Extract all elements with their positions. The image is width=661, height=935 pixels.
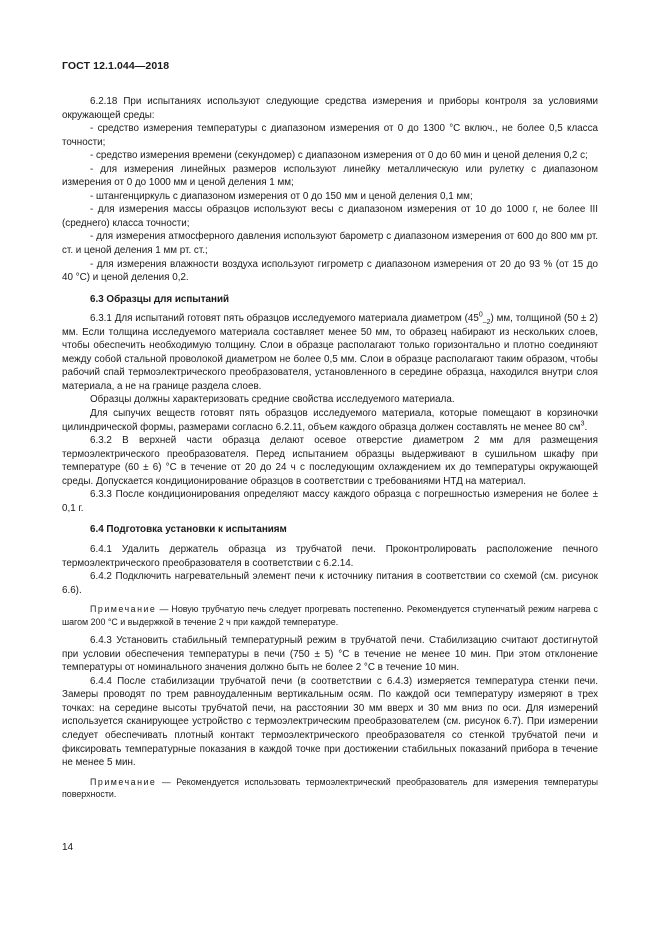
- note: [62, 603, 598, 628]
- note-text: — Рекомендуется использовать термоэлектрический преобразователь для измерения температуры поверхности.: [62, 776, 598, 800]
- paragraph: 6.2.18 При испытаниях используют следующие средства измерения и приборы контроля за условиями окружающей среды:: [62, 96, 598, 121]
- standard-header: ГОСТ 12.1.044—2018: [62, 60, 170, 72]
- note: [62, 776, 598, 801]
- paragraph-text: 6.3.1 Для испытаний готовят пять образцов исследуемого материала диаметром (: [90, 313, 468, 325]
- paragraph: Образцы должны характеризовать средние свойства исследуемого материала.: [90, 394, 455, 406]
- diameter-value: 45: [467, 313, 479, 325]
- paragraph-text: Для сыпучих веществ готовят пять образцов исследуемого материала, которые помещают в корзиночки цилиндрической формы, размерами согласно 6.2.11, объем каждого образца должен составлять не менее 80 см: [62, 408, 598, 433]
- paragraph: 6.3.3 После кондиционирования определяют массу каждого образца с погрешностью измерения не более ± 0,1 г.: [62, 489, 598, 514]
- section-heading: 6.4 Подготовка установки к испытаниям: [90, 524, 287, 536]
- paragraph: 6.4.2 Подключить нагревательный элемент печи к источнику питания в соответствии со схемой (см. рисунок 6.6).: [62, 571, 598, 596]
- document-body: [62, 95, 598, 807]
- note-label: Примечание: [90, 776, 157, 787]
- paragraph: - для измерения массы образцов используют весы с диапазоном измерения от 10 до 1000 г, не более III (среднего) класса точности;: [62, 204, 598, 229]
- note-label: Примечание: [90, 604, 157, 615]
- paragraph: [62, 407, 598, 434]
- section-heading: 6.3 Образцы для испытаний: [90, 293, 230, 305]
- paragraph-text: ) мм, толщиной (50 ± 2) мм. Если толщина исследуемого материала составляет менее 50 мм, то образец набирают из нескольких слоев, чтобы обеспечить необходимую толщину. Слои в образце располагают только горизонтально и плотно соединяют между собой стальной проволокой диаметром не более 0,5 мм. Слои в образце располагают таким образом, чтобы рабочий спай термоэлектрического преобразователя, установленного в середине образца, находился внутри слоя материала, а не на границе раздела слоев.: [62, 313, 598, 392]
- paragraph: - средство измерения температуры с диапазоном измерения от 0 до 1300 °С включ., не более 0,5 класса точности;: [62, 123, 598, 148]
- paragraph: - для измерения атмосферного давления используют барометр с диапазоном измерения от 600 до 800 мм рт. ст. и ценой деления 1 мм рт. ст.;: [62, 231, 598, 257]
- paragraph: 6.4.4 После стабилизации трубчатой печи (в соответствии с 6.4.3) измеряется температура стенки печи. Замеры проводят по трем равноудаленным вертикальным осям. По каждой оси температуру измеряют в трех точках: на середине высоты трубчатой печи, на расстоянии 30 мм вверх и 30 мм вниз по оси. Для измерений используется сканирующее устройство с термоэлектрическим преобразователем (см. рисунок 6.7). При измерении следует обеспечивать плотный контакт термоэлектрического преобразователя со стенкой трубчатой печи и фиксировать температурные показания в каждой точке при достижении стабильных показаний прибора в течение не менее 5 мин.: [62, 675, 598, 769]
- paragraph: - для измерения влажности воздуха используют гигрометр с диапазоном измерения от 20 до 93 % (от 15 до 40 °С) и ценой деления 0,2.: [62, 258, 598, 284]
- paragraph: - средство измерения времени (секундомер) с диапазоном измерения от 0 до 60 мин и ценой деления 0,2 с;: [90, 150, 588, 162]
- paragraph: 6.3.2 В верхней части образца делают осевое отверстие диаметром 2 мм для размещения термоэлектрического преобразователя. Перед испытанием образцы выдерживают в сушильном шкафу при температуре (60 ± 6) °С в течение от 20 до 24 ч с последующим охлаждением их до температуры окружающей среды. Допускается кондиционирование образцов в соответствии с требованиями НТД на материал.: [62, 435, 598, 487]
- note-text: — Новую трубчатую печь следует прогревать постепенно. Рекомендуется ступенчатый режим нагрева с шагом 200 °С и выдержкой в течение 2 ч при каждой температуре.: [62, 604, 598, 627]
- paragraph: 6.4.1 Удалить держатель образца из трубчатой печи. Проконтролировать расположение печного термоэлектрического преобразователя в соответствии с 6.2.14.: [62, 543, 598, 569]
- paragraph-tail: .: [584, 421, 588, 433]
- page-number: 14: [62, 842, 74, 853]
- paragraph-6-3-1: [62, 312, 598, 393]
- paragraph: - для измерения линейных размеров используют линейку металлическую или рулетку с диапазоном измерения от 0 до 1000 мм и ценой деления 1 мм;: [62, 163, 598, 189]
- paragraph: 6.4.3 Установить стабильный температурный режим в трубчатой печи. Стабилизацию считают достигнутой при условии обеспечения температуры в печи (750 ± 5) °С в течение не менее 10 мин. При этом отклонение температуры от номинального значения должно быть не более 2 °С в течение 10 мин.: [62, 635, 598, 674]
- unit-superscript: 3: [580, 420, 585, 428]
- tolerance-upper: 0: [478, 311, 483, 319]
- paragraph: - штангенциркуль с диапазоном измерения от 0 до 150 мм и ценой деления 0,1 мм;: [90, 190, 473, 202]
- tolerance-lower: –2: [482, 319, 491, 327]
